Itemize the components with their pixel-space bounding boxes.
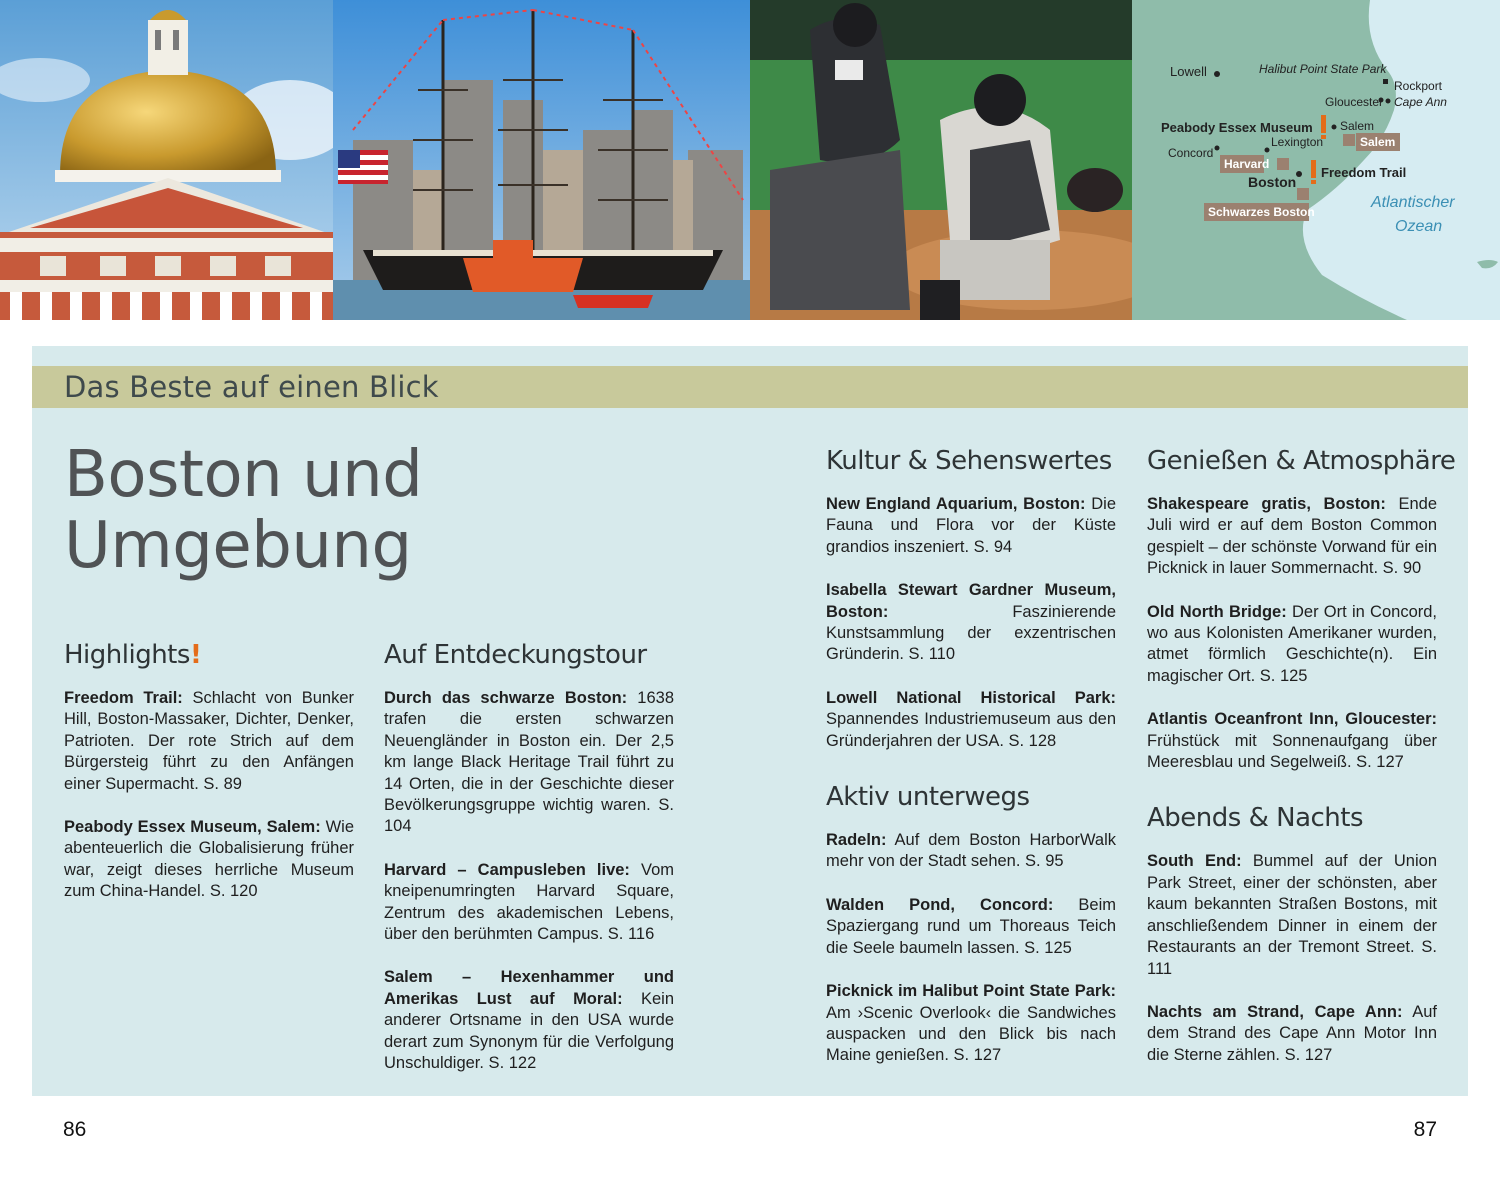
entry: Peabody Essex Museum, Salem: Wie abenteuerlich die Globalisierung früher war, zeigt dieses herrliche Museum zum China-Handel. S. 120 bbox=[64, 818, 355, 901]
map-label-halibut: Halibut Point State Park bbox=[1259, 62, 1387, 76]
map-label-lexington: Lexington bbox=[1271, 135, 1324, 149]
statehouse-photo bbox=[0, 0, 333, 320]
entry: Walden Pond, Concord: Beim Spaziergang rund um Thoreaus Teich die Seele baumeln lassen. S. 125 bbox=[826, 895, 1116, 957]
map-label-ocean-2: Ozean bbox=[1395, 218, 1443, 235]
page-title-line-1: Boston und bbox=[64, 438, 423, 512]
heading-geniessen: Genießen & Atmosphäre bbox=[1147, 446, 1456, 476]
entry: South End: Bummel auf der Union Park Street, einer der schönsten, aber kaum bekannten Straßen Bostons, mit anschließendem Dinner in einem der Restaurants an der Tremont Street. S. 111 bbox=[1147, 852, 1437, 978]
column-tour bbox=[384, 640, 674, 1097]
page-number-left: 86 bbox=[63, 1118, 87, 1141]
highlight-mark-icon: ! bbox=[189, 640, 202, 670]
entry: Isabella Stewart Gardner Museum, Boston: Faszinierende Kunstsammlung der exzentrischen Gründerin. S. 110 bbox=[826, 581, 1116, 664]
heading-aktiv: Aktiv unterwegs bbox=[826, 782, 1030, 813]
column-geniessen-abends bbox=[1147, 446, 1456, 1088]
entry: Freedom Trail: Schlacht von Bunker Hill, Boston-Massaker, Dichter, Denker, Patrioten. Der rote Strich auf dem Bürgersteig führt zu den Anfängen einer Supermacht. S. 89 bbox=[64, 689, 354, 793]
column-kultur-aktiv bbox=[826, 446, 1116, 1089]
baseball-photo bbox=[750, 0, 1132, 320]
banner-title: Das Beste auf einen Blick bbox=[64, 370, 439, 404]
entry: Picknick im Halibut Point State Park: Am ›Scenic Overlook‹ die Sandwiches auspacken und den Blick bis nach Maine genießen. S. 127 bbox=[826, 982, 1116, 1065]
entry: Nachts am Strand, Cape Ann: Auf dem Strand des Cape Ann Motor Inn die Sterne zählen. S. 127 bbox=[1147, 1002, 1437, 1064]
map-label-gloucester: Gloucester bbox=[1325, 95, 1384, 109]
map-label-rockport: Rockport bbox=[1394, 79, 1443, 93]
entry: Old North Bridge: Der Ort in Concord, wo aus Kolonisten Amerikaner wurden, atmet förmlich Geschichte(n). Ein magischer Ort. S. 125 bbox=[1147, 602, 1437, 685]
page-number-right: 87 bbox=[1413, 1118, 1437, 1141]
heading-kultur: Kultur & Sehenswertes bbox=[826, 446, 1112, 476]
page-title bbox=[64, 440, 422, 582]
map-label-boston: Boston bbox=[1248, 174, 1297, 190]
map-label-peabody: Peabody Essex Museum bbox=[1161, 120, 1313, 135]
heading-highlights: Highlights! bbox=[64, 640, 202, 670]
entry: Lowell National Historical Park: Spannendes Industriemuseum aus den Gründerjahren der USA. S. 128 bbox=[826, 688, 1116, 750]
tall-ship-photo bbox=[333, 0, 750, 320]
map-tag-salem: Salem bbox=[1360, 135, 1396, 149]
map-marker-peabody bbox=[1321, 115, 1326, 133]
entry: Shakespeare gratis, Boston: Ende Juli wird er auf dem Boston Common gespielt – der schönste Vorwand für ein Picknick in lauer Sommernacht. S. 90 bbox=[1147, 495, 1437, 578]
map-tag-schwarzes: Schwarzes Boston bbox=[1208, 205, 1315, 219]
map-tag-harvard: Harvard bbox=[1224, 157, 1270, 171]
section-banner bbox=[32, 366, 1468, 408]
map-label-lowell: Lowell bbox=[1170, 64, 1207, 79]
region-map bbox=[1132, 0, 1500, 320]
entry: Durch das schwarze Boston: 1638 trafen die ersten schwarzen Neuengländer in Boston ein. Der 2,5 km lange Black Heritage Trail führt zu 14 Orten, die in der Geschichte dieser Bevölkerungsgruppe wichtig waren. S. 104 bbox=[384, 689, 674, 836]
column-highlights bbox=[64, 640, 354, 925]
entry: Atlantis Oceanfront Inn, Gloucester: Frühstück mit Sonnenaufgang über Meeresblau und Segelweiß. S. 127 bbox=[1147, 710, 1437, 772]
entry: Radeln: Auf dem Boston HarborWalk mehr von der Stadt sehen. S. 95 bbox=[826, 831, 1116, 871]
heading-tour: Auf Entdeckungstour bbox=[384, 640, 647, 670]
entry: New England Aquarium, Boston: Die Fauna und Flora vor der Küste grandios inszeniert. S. 94 bbox=[826, 495, 1117, 556]
page-title-line-2: Umgebung bbox=[64, 509, 412, 583]
map-label-salem-town: Salem bbox=[1340, 119, 1375, 133]
entry: Harvard – Campusleben live: Vom kneipenumringten Harvard Square, Zentrum des akademischen Lebens, über den berühmten Campus. S. 116 bbox=[384, 860, 674, 944]
map-label-cape-ann: Cape Ann bbox=[1394, 95, 1447, 109]
entry: Salem – Hexenhammer und Amerikas Lust auf Moral: Kein anderer Ortsname in den USA wurde derart zum Synonym für die Verfolgung Unschuldiger. S. 122 bbox=[384, 968, 674, 1073]
map-label-concord: Concord bbox=[1168, 146, 1214, 160]
map-marker-freedom bbox=[1311, 160, 1316, 178]
map-label-ocean-1: Atlantischer bbox=[1371, 194, 1455, 211]
heading-abends: Abends & Nachts bbox=[1147, 803, 1364, 834]
map-label-freedom: Freedom Trail bbox=[1321, 165, 1407, 180]
